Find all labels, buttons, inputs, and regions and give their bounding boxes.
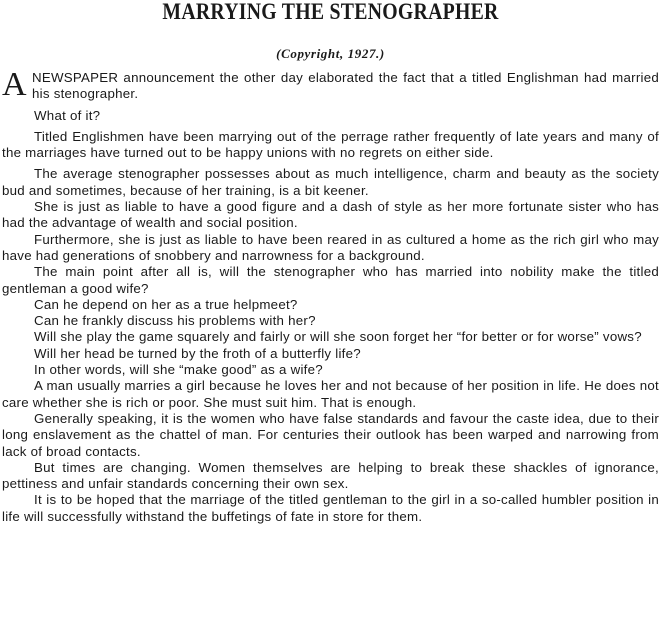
paragraph: Generally speaking, it is the women who have false standards and favour the caste idea, due to their long enslavement as the chattel of man. For centuries their outlook has been warped and narrowing from lack of broad contacts.: [2, 410, 659, 459]
paragraph: Will her head be turned by the froth of a butterfly life?: [34, 345, 361, 361]
paragraph: Can he depend on her as a true helpmeet?: [34, 296, 298, 312]
paragraph: A man usually marries a girl because he loves her and not because of her position in life. He does not care whether she is rich or poor. She must suit him. That is enough.: [2, 378, 659, 410]
first-paragraph-text: NEWSPAPER announcement the other day elaborated the fact that a titled Englishman had married his stenographer.: [32, 70, 659, 102]
paragraph: Will she play the game squarely and fairly or will she soon forget her “for better or for worse” vows?: [34, 329, 642, 345]
paragraph: The average stenographer possesses about as much intelligence, charm and beauty as the society bud and sometimes, because of her training, is a bit keener.: [2, 166, 659, 198]
paragraph: Can he frankly discuss his problems with her?: [34, 313, 316, 329]
copyright-line: (Copyright, 1927.): [276, 46, 385, 61]
paragraph: But times are changing. Women themselves are helping to break these shackles of ignorance, pettiness and unfair standards concerning their own sex.: [2, 459, 659, 492]
headline: MARRYING THE STENOGRAPHER: [162, 0, 499, 24]
article-body: [2, 66, 659, 525]
paragraph: Titled Englishmen have been marrying out of the perrage rather frequently of late years and many of the marriages have turned out to be happy unions with no regrets on either side.: [2, 128, 659, 161]
paragraph: The main point after all is, will the stenographer who has married into nobility make the titled gentleman a good wife?: [2, 264, 659, 296]
paragraph: Furthermore, she is just as liable to have been reared in as cultured a home as the rich girl who may have had generations of snobbery and narrowness for a background.: [2, 231, 659, 263]
paragraph: What of it?: [34, 107, 101, 123]
paragraph: She is just as liable to have a good figure and a dash of style as her more fortunate sister who has had the advantage of wealth and social position.: [2, 199, 659, 231]
paragraph: In other words, will she “make good” as a wife?: [34, 362, 323, 378]
drop-cap: A: [2, 66, 27, 103]
paragraph: It is to be hoped that the marriage of the titled gentleman to the girl in a so-called humbler position in life will successfully withstand the buffetings of fate in store for them.: [2, 492, 659, 524]
first-paragraph: [2, 66, 659, 103]
